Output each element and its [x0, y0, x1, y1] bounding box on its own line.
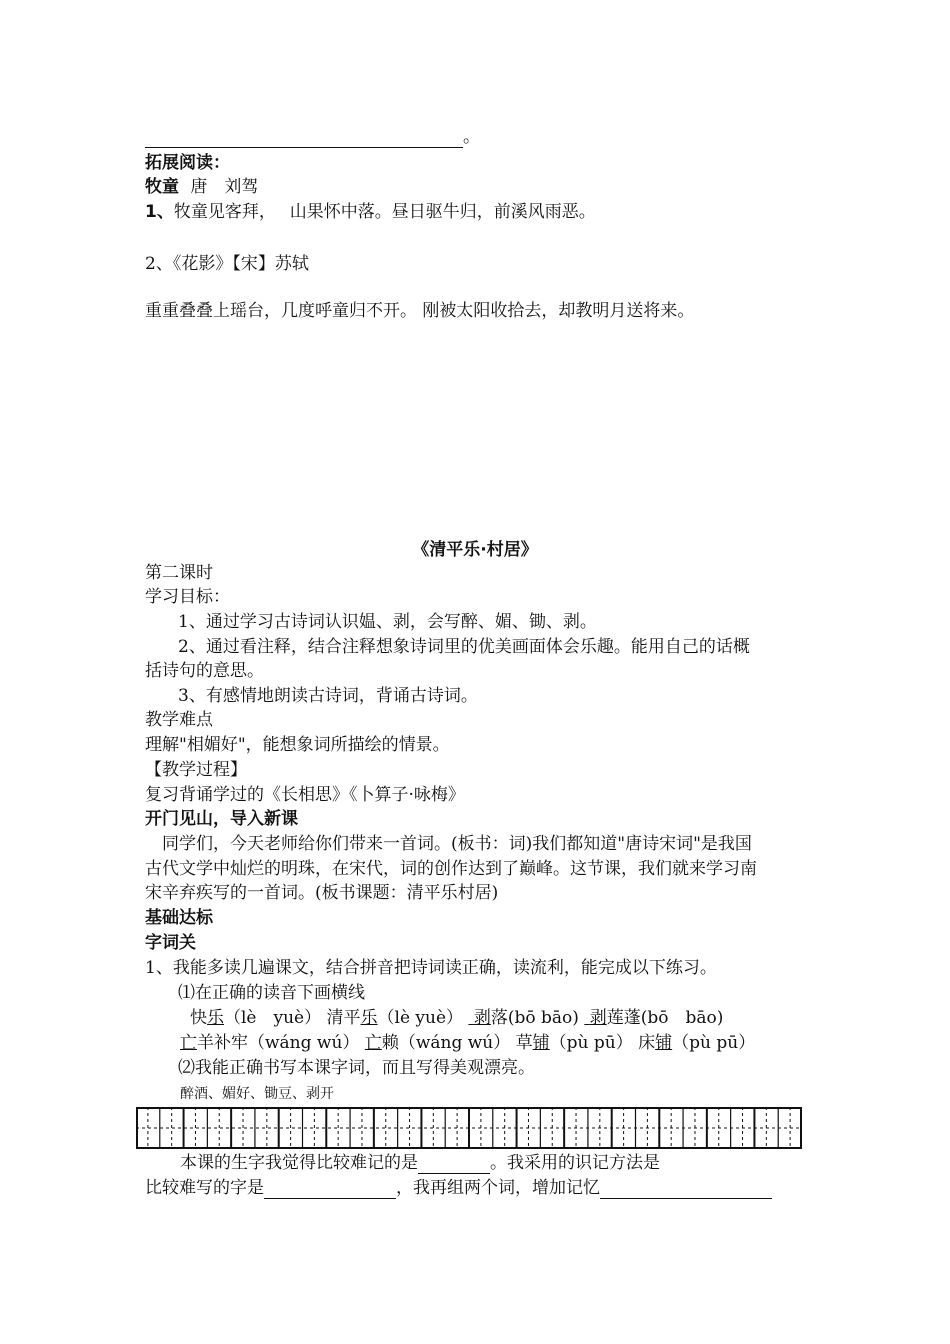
lesson-title: 《清平乐·村居》 — [412, 540, 538, 560]
word-5: 亡羊补牢（wáng wú） — [180, 1033, 360, 1053]
word-7: 草铺（pù pū） — [515, 1033, 633, 1053]
review-text: 复习背诵学过的《长相思》《卜算子·咏梅》 — [145, 785, 465, 805]
poem2-heading: 2、《花影》【宋】苏轼 — [145, 254, 309, 274]
task-1-sub-2: ⑵我能正确书写本课字词，而且写得美观漂亮。 — [178, 1058, 535, 1078]
intro-heading: 开门见山，导入新课 — [145, 809, 298, 829]
memory-words-blank[interactable] — [600, 1180, 772, 1199]
word-1: 快乐（lè yuè） — [190, 1008, 322, 1028]
hard-to-remember-line: 本课的生字我觉得比较难记的是 。我采用的识记方法是 — [180, 1153, 660, 1173]
word-3: 剥落(bō bāo) — [473, 1008, 579, 1028]
word-2: 清平乐（lè yuè） — [326, 1008, 464, 1028]
goal-2b: 括诗句的意思。 — [145, 661, 264, 681]
pinyin-row-2 — [180, 1032, 755, 1054]
words-heading: 字词关 — [145, 933, 196, 953]
hard-to-write-line: 比较难写的字是 ，我再组两个词，增加记忆 — [145, 1177, 772, 1199]
poem1-line — [145, 201, 596, 223]
basic-heading: 基础达标 — [145, 908, 213, 928]
pinyin-row-1 — [190, 1007, 723, 1029]
word-8: 床铺（pù pū） — [638, 1033, 756, 1053]
difficulty-text: 理解"相媚好"，能想象词所描绘的情景。 — [145, 735, 450, 755]
task-1-sub-1: ⑴在正确的读音下画横线 — [178, 983, 365, 1003]
word-6: 亡赖（wáng wú） — [364, 1033, 511, 1053]
lesson-period: 第二课时 — [145, 563, 213, 583]
task-1: 1、我能多读几遍课文，结合拼音把诗词读正确，读流利，能完成以下练习。 — [145, 958, 717, 978]
poem1-author: 唐 刘驾 — [190, 177, 259, 197]
intro-line-c: 宋辛弃疾写的一首词。(板书课题：清平乐村居) — [145, 883, 499, 903]
poem1-number: 1、 — [145, 202, 174, 222]
poem1-title: 牧童 — [145, 177, 179, 197]
difficulty-heading: 教学难点 — [145, 710, 213, 730]
intro-line-b: 古代文学中灿烂的明珠，在宋代，词的创作达到了巅峰。这节课，我们就来学习南 — [145, 859, 757, 879]
word-4: 剥莲蓬(bō bāo) — [589, 1008, 724, 1028]
hard-to-write-blank[interactable] — [264, 1180, 396, 1199]
intro-line-a: 同学们，今天老师给你们带来一首词。(板书：词)我们都知道"唐诗宋词"是我国 — [162, 834, 752, 854]
poem1-text: 牧童见客拜， 山果怀中落。昼日驱牛归，前溪风雨恶。 — [173, 202, 596, 222]
goal-1: 1、通过学习古诗词认识媪、剥，会写醉、媚、锄、剥。 — [178, 612, 597, 632]
hard-to-remember-blank[interactable] — [418, 1155, 490, 1174]
write-words: 醉酒、媚好、锄豆、剥开 — [180, 1086, 334, 1102]
extended-reading-heading: 拓展阅读： — [145, 153, 230, 173]
end-mark: 。 — [463, 127, 480, 147]
process-heading: 【教学过程】 — [145, 760, 247, 780]
poem1-header — [145, 176, 258, 198]
poem2-text: 重重叠叠上瑶台，几度呼童归不开。 刚被太阳收拾去，却教明月送将来。 — [145, 301, 695, 321]
goal-3: 3、有感情地朗读古诗词，背诵古诗词。 — [178, 686, 478, 706]
answer-blank — [145, 129, 463, 148]
writing-grid[interactable] — [136, 1107, 802, 1149]
goals-heading: 学习目标： — [145, 587, 230, 607]
answer-line — [145, 126, 480, 148]
goal-2a: 2、通过看注释，结合注释想象诗词里的优美画面体会乐趣。能用自己的话概 — [178, 637, 750, 657]
